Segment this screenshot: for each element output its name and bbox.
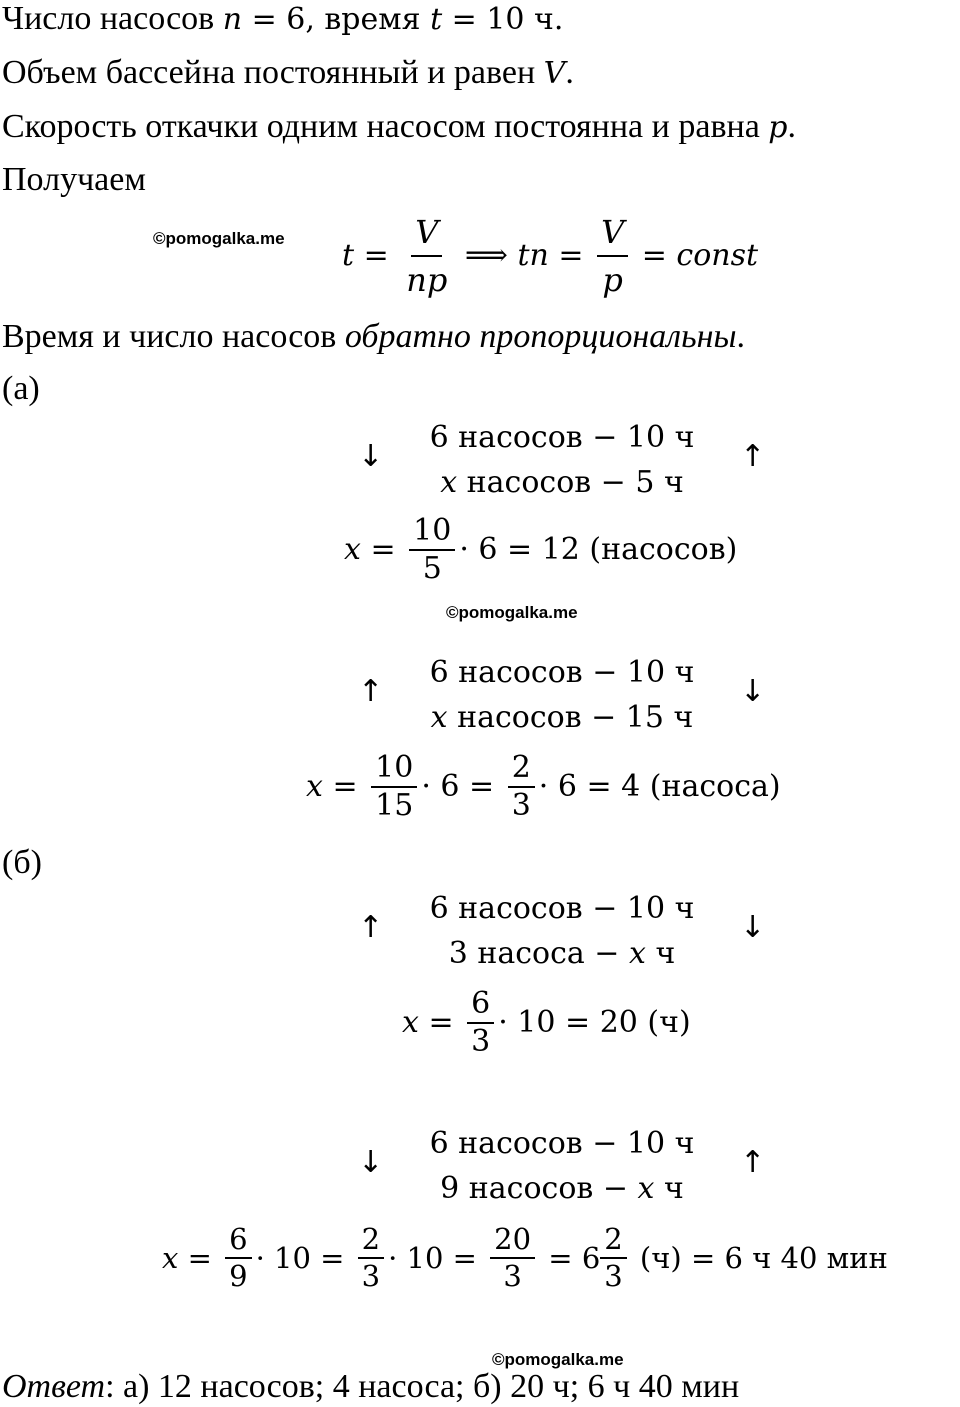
row-text: 9 насосов − xyxy=(440,1171,638,1206)
row-text: насосов − 5 ч xyxy=(457,465,684,500)
intro-line-3 xyxy=(2,110,796,144)
fraction xyxy=(600,1222,626,1294)
formula-tn: tn xyxy=(517,238,549,273)
part-b-label: (б) xyxy=(2,844,42,881)
intro-text: = 10 ч. xyxy=(442,2,564,37)
arrow-up-icon: ↑ xyxy=(358,674,384,709)
calc-result: (ч) = 6 ч 40 мин xyxy=(630,1240,888,1275)
fraction-numerator: 6 xyxy=(225,1222,251,1259)
fraction-denominator: 3 xyxy=(471,1024,491,1059)
intro-text: . xyxy=(787,108,796,145)
calc-mid: · 10 = xyxy=(255,1240,354,1275)
var-x: x xyxy=(440,465,458,500)
proportion-row-1: 6 насосов − 10 ч xyxy=(429,655,695,690)
fraction-numerator: 10 xyxy=(371,750,417,788)
var-x: x xyxy=(306,769,323,804)
calc-line xyxy=(402,978,691,1068)
implies-symbol: ⟹ xyxy=(455,238,518,273)
fraction-numerator: V xyxy=(411,213,442,257)
proportion-row-2 xyxy=(362,700,762,735)
calc-line xyxy=(162,1213,888,1303)
var-x: x xyxy=(628,936,646,971)
intro-text: Скорость откачки одним насосом постоянна и равна xyxy=(2,108,769,145)
intro-text: Объем бассейна постоянный и равен xyxy=(2,54,544,91)
equals: = xyxy=(360,532,406,567)
proportion-row-1: 6 насосов − 10 ч xyxy=(429,1126,695,1161)
part-a-label: (а) xyxy=(2,370,40,407)
intro-text: . xyxy=(565,54,574,91)
calc-mid: = 6 xyxy=(539,1240,601,1275)
relation-text: . xyxy=(736,318,745,355)
fraction-denominator: 5 xyxy=(422,551,442,586)
var-t: t xyxy=(430,2,443,37)
fraction-denominator: 3 xyxy=(604,1259,623,1293)
answer-text: : а) 12 насосов; 4 насоса; б) 20 ч; 6 ч 40 мин xyxy=(105,1368,740,1405)
fraction xyxy=(358,1222,384,1294)
fraction-denominator: 3 xyxy=(361,1259,381,1293)
fraction-numerator: 2 xyxy=(508,750,535,788)
var-p: p xyxy=(768,110,788,145)
row-text: ч xyxy=(645,936,676,971)
fraction xyxy=(467,986,494,1060)
fraction-denominator: 3 xyxy=(503,1259,522,1293)
intro-line-2 xyxy=(2,56,574,90)
fraction-denominator: 15 xyxy=(375,788,414,823)
fraction-v-over-p xyxy=(597,213,628,300)
watermark: ©pomogalka.me xyxy=(153,229,285,248)
calc-line xyxy=(344,505,737,595)
fraction xyxy=(409,513,455,587)
var-x: x xyxy=(344,532,361,567)
fraction-denominator: 9 xyxy=(229,1259,248,1293)
equals: = xyxy=(322,769,368,804)
row-text: насосов − 15 ч xyxy=(447,700,694,735)
watermark: ©pomogalka.me xyxy=(492,1350,624,1369)
arrow-down-icon: ↓ xyxy=(358,439,384,474)
fraction-denominator: 3 xyxy=(511,788,531,823)
calc-line xyxy=(306,742,781,832)
fraction-numerator: 20 xyxy=(490,1222,535,1259)
intro-text: Число насосов xyxy=(2,0,223,37)
answer-line xyxy=(2,1370,739,1404)
var-x: x xyxy=(637,1171,655,1206)
formula-const: = const xyxy=(632,238,759,273)
fraction-denominator: p xyxy=(602,261,623,299)
equals: = xyxy=(178,1240,222,1275)
calc-mid: · 10 = xyxy=(388,1240,487,1275)
arrow-down-icon: ↓ xyxy=(358,1145,384,1180)
fraction-numerator: V xyxy=(597,213,628,257)
fraction-v-over-np xyxy=(402,213,451,300)
fraction xyxy=(490,1222,535,1294)
arrow-down-icon: ↓ xyxy=(740,910,766,945)
fraction-numerator: 6 xyxy=(467,986,494,1024)
proportion-row-2 xyxy=(362,465,762,500)
arrow-up-icon: ↑ xyxy=(358,910,384,945)
main-formula xyxy=(342,210,758,302)
relation-text: Время и число насосов xyxy=(2,318,345,355)
formula-eq: = xyxy=(354,238,399,273)
intro-text: = 6, время xyxy=(242,2,431,37)
intro-line-1 xyxy=(2,2,563,36)
proportion-row-2 xyxy=(362,1171,762,1206)
fraction-numerator: 2 xyxy=(358,1222,384,1259)
calc-result: · 6 = 12 (насосов) xyxy=(459,532,738,567)
var-n: n xyxy=(222,2,243,37)
proportion-row-1: 6 насосов − 10 ч xyxy=(429,420,695,455)
arrow-up-icon: ↑ xyxy=(740,1145,766,1180)
answer-label: Ответ xyxy=(2,1368,106,1405)
calc-mid: · 6 = xyxy=(421,769,504,804)
fraction xyxy=(371,750,417,824)
fraction-numerator: 10 xyxy=(409,513,455,551)
var-V: V xyxy=(543,56,566,91)
intro-line-4: Получаем xyxy=(2,161,146,198)
fraction xyxy=(508,750,535,824)
proportion-row-2 xyxy=(362,936,762,971)
calc-result: · 6 = 4 (насоса) xyxy=(538,769,781,804)
arrow-up-icon: ↑ xyxy=(740,439,766,474)
var-x: x xyxy=(402,1005,419,1040)
fraction-denominator: np xyxy=(406,261,448,299)
arrow-down-icon: ↓ xyxy=(740,674,766,709)
relation-sentence xyxy=(2,320,745,354)
row-text: 3 насоса − xyxy=(448,936,629,971)
formula-t: t xyxy=(342,238,355,273)
equals: = xyxy=(418,1005,464,1040)
fraction xyxy=(225,1222,251,1294)
fraction-numerator: 2 xyxy=(600,1222,626,1259)
row-text: ч xyxy=(654,1171,684,1206)
relation-italic: обратно пропорциональны xyxy=(344,318,737,355)
var-x: x xyxy=(162,1240,179,1275)
watermark: ©pomogalka.me xyxy=(446,603,578,622)
calc-result: · 10 = 20 (ч) xyxy=(498,1005,691,1040)
formula-eq: = xyxy=(548,238,594,273)
proportion-row-1: 6 насосов − 10 ч xyxy=(429,891,695,926)
var-x: x xyxy=(430,700,448,735)
